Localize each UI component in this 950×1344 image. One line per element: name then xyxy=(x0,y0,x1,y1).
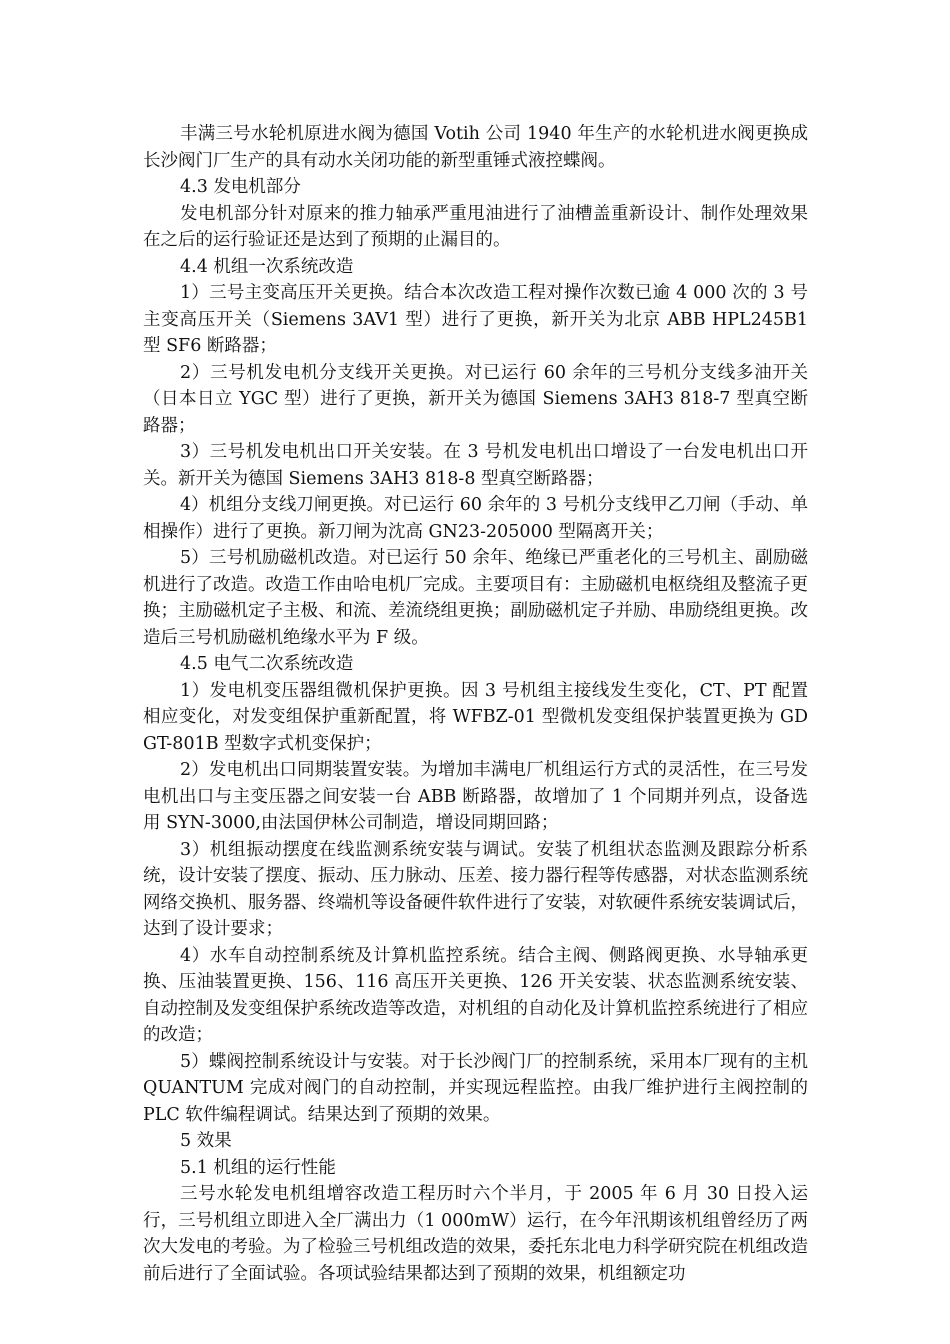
list-item-3: 3）机组振动摆度在线监测系统安装与调试。安装了机组状态监测及跟踪分析系统，设计安装了摆度、振动、压力脉动、压差、接力器行程等传感器，对状态监测系统网络交换机、服务器、终端机等设备硬件软件进行了安装，对软硬件系统安装调试后，达到了设计要求； xyxy=(143,839,808,939)
list-item-4: 4）水车自动控制系统及计算机监控系统。结合主阀、侧路阀更换、水导轴承更换、压油装置更换、156、116 高压开关更换、126 开关安装、状态监测系统安装、自动控制及发变组保护系统改造等改造，对机组的自动化及计算机监控系统进行了相应的改造； xyxy=(143,945,808,1045)
document-page xyxy=(143,121,808,1287)
section-heading-5: 5 效果 xyxy=(180,1131,232,1151)
list-item-5: 5）蝶阀控制系统设计与安装。对于长沙阀门厂的控制系统，采用本厂现有的主机 QUANTUM 完成对阀门的自动控制，并实现远程监控。由我厂维护进行主阀控制的 PLC 软件编程调试。结果达到了预期的效果。 xyxy=(143,1051,808,1125)
list-item-3: 3）三号机发电机出口开关安装。在 3 号机发电机出口增设了一台发电机出口开关。新开关为德国 Siemens 3AH3 818-8 型真空断路器； xyxy=(143,442,808,489)
section-heading-4-5: 4.5 电气二次系统改造 xyxy=(180,654,354,674)
list-item-2: 2）发电机出口同期装置安装。为增加丰满电厂机组运行方式的灵活性，在三号发电机出口与主变压器之间安装一台 ABB 断路器，故增加了 1 个同期并列点，设备选用 SYN-3000,由法国伊林公司制造，增设同期回路； xyxy=(143,760,808,833)
paragraph-performance: 三号水轮发电机组增容改造工程历时六个半月，于 2005 年 6 月 30 日投入运行，三号机组立即进入全厂满出力（1 000mW）运行，在今年汛期该机组曾经历了两次大发电的考验。为了检验三号机组改造的效果，委托东北电力科学研究院在机组改造前后进行了全面试验。各项试验结果都达到了预期的效果，机组额定功 xyxy=(143,1184,808,1284)
paragraph-generator: 发电机部分针对原来的推力轴承严重甩油进行了油槽盖重新设计、制作处理效果在之后的运行验证还是达到了预期的止漏目的。 xyxy=(143,203,808,250)
list-item-1: 1）三号主变高压开关更换。结合本次改造工程对操作次数已逾 4 000 次的 3 号主变高压开关（Siemens 3AV1 型）进行了更换，新开关为北京 ABB HPL245B1 型 SF6 断路器； xyxy=(143,283,808,356)
list-item-1: 1）发电机变压器组微机保护更换。因 3 号机组主接线发生变化，CT、PT 配置相应变化，对发变组保护重新配置，将 WFBZ-01 型微机发变组保护装置更换为 GDGT-801B 型数字式机变保护； xyxy=(143,680,808,754)
section-heading-4-4: 4.4 机组一次系统改造 xyxy=(180,256,354,277)
section-heading-5-1: 5.1 机组的运行性能 xyxy=(180,1157,336,1178)
section-heading-4-3: 4.3 发电机部分 xyxy=(180,177,301,197)
paragraph-inlet-valve: 丰满三号水轮机原进水阀为德国 Votih 公司 1940 年生产的水轮机进水阀更换成长沙阀门厂生产的具有动水关闭功能的新型重锤式液控蝶阀。 xyxy=(143,124,808,171)
list-item-5: 5）三号机励磁机改造。对已运行 50 余年、绝缘已严重老化的三号机主、副励磁机进行了改造。改造工作由哈电机厂完成。主要项目有：主励磁机电枢绕组及整流子更换；主励磁机定子主极、和流、差流绕组更换；副励磁机定子并励、串励绕组更换。改造后三号机励磁机绝缘水平为 F 级。 xyxy=(143,548,808,648)
list-item-2: 2）三号机发电机分支线开关更换。对已运行 60 余年的三号机分支线多油开关（日本日立 YGC 型）进行了更换，新开关为德国 Siemens 3AH3 818-7 型真空断路器； xyxy=(143,362,808,436)
list-item-4: 4）机组分支线刀闸更换。对已运行 60 余年的 3 号机分支线甲乙刀闸（手动、单相操作）进行了更换。新刀闸为沈高 GN23-205000 型隔离开关； xyxy=(143,495,808,542)
